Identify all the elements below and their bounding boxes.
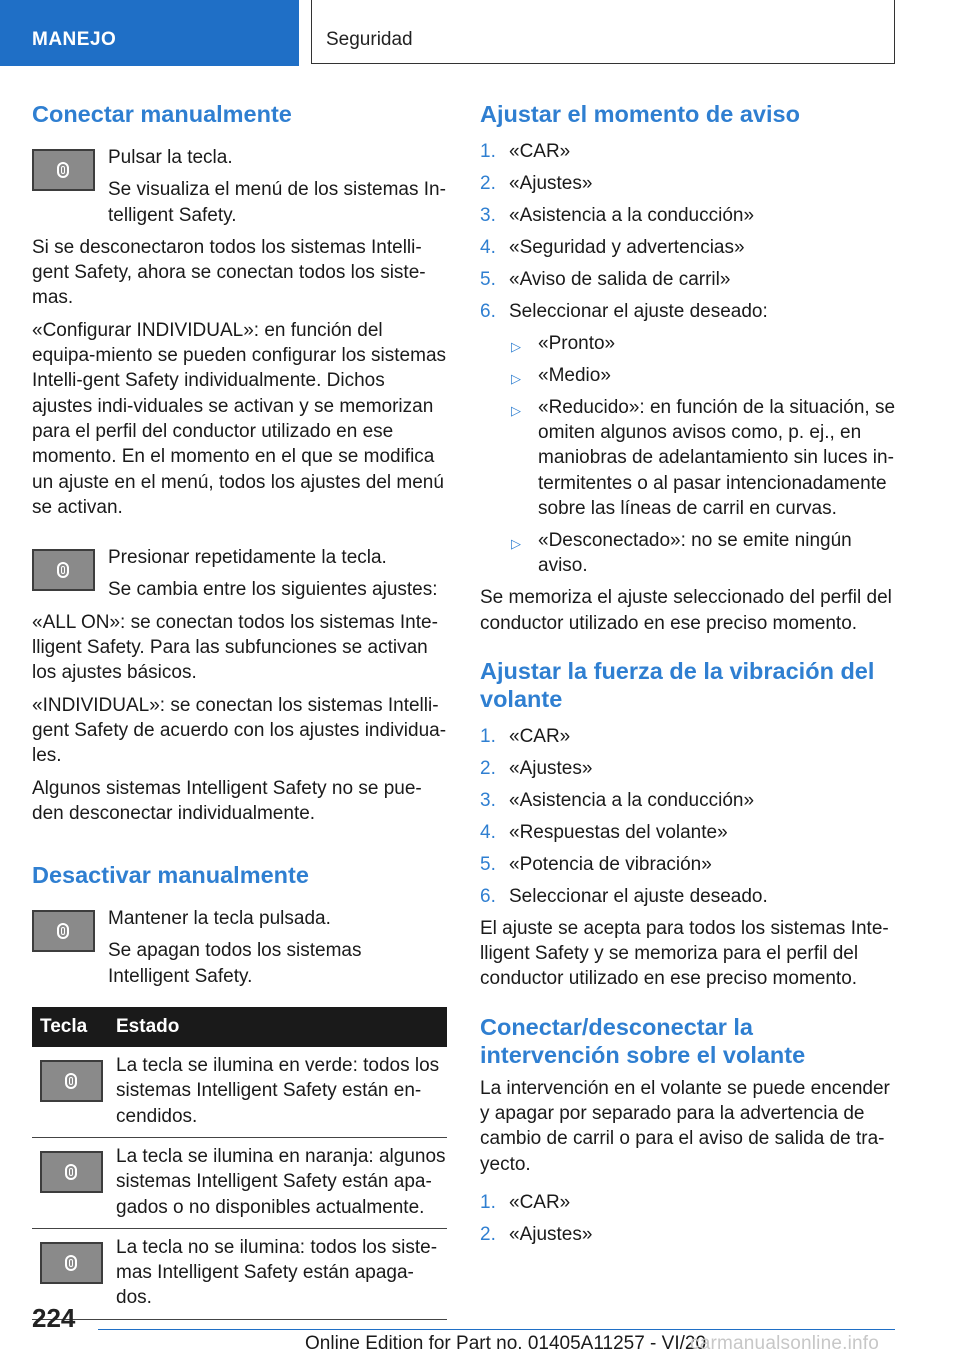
- triangle-bullet-icon: ▷: [511, 402, 521, 418]
- triangle-bullet-icon: ▷: [511, 370, 521, 386]
- page-number: 224: [32, 1303, 76, 1333]
- hold-text: Mantener la tecla pulsada.: [108, 908, 331, 930]
- vibration-steps-list: [480, 724, 896, 909]
- table-key-cell: [32, 1137, 108, 1228]
- footer-edition: Online Edition for Part no. 01405A11257 - VI/20: [305, 1333, 707, 1354]
- intervention-paragraph: La intervención en el volante se puede encender y apagar por separado para la advertencia de cambio de carril o para el aviso de salida de tra-yecto.: [480, 1077, 890, 1175]
- table-row: [32, 1228, 447, 1319]
- list-item: ▷ «Medio»: [480, 363, 896, 388]
- list-item: 6. Seleccionar el ajuste deseado.: [480, 885, 768, 907]
- table-state-cell: La tecla no se ilumina: todos los siste-mas Intelligent Safety están apaga-dos.: [108, 1228, 447, 1319]
- list-item: 4. «Respuestas del volante»: [480, 821, 728, 843]
- timing-steps-list: [480, 139, 896, 324]
- heading-warning-timing: Ajustar el momento de aviso: [480, 101, 800, 127]
- list-item: 2. «Ajustes»: [480, 1223, 593, 1245]
- left-column: [32, 100, 447, 1320]
- connect-shown-text: Se visualiza el menú de los sistemas In-telligent Safety.: [108, 179, 446, 226]
- intelligent-safety-key-icon: [32, 549, 95, 591]
- list-item: 1. «CAR»: [480, 141, 571, 162]
- intervention-steps-list: [480, 1190, 896, 1247]
- list-item: 3. «Asistencia a la conducción»: [480, 789, 755, 811]
- key-unlit-icon: [40, 1242, 103, 1284]
- timing-options-list: [480, 331, 896, 579]
- table-row: [32, 1047, 447, 1137]
- connect-key-block: [32, 145, 447, 228]
- list-item: 6. Seleccionar el ajuste deseado:: [480, 300, 768, 322]
- table-header-state: Estado: [108, 1007, 447, 1047]
- table-row: [32, 1137, 447, 1228]
- key-state-table: [32, 1007, 447, 1320]
- list-item: 1. «CAR»: [480, 725, 571, 747]
- heading-disconnect-manually: Desactivar manualmente: [32, 862, 309, 889]
- heading-steering-intervention: Conectar/desconectar la intervención sobre el volante: [480, 1013, 806, 1068]
- heading-vibration: Ajustar la fuerza de la vibración del volante: [480, 657, 875, 712]
- timing-note: Se memoriza el ajuste seleccionado del perfil del conductor utilizado en ese preciso momento.: [480, 587, 892, 634]
- table-header-key: Tecla: [32, 1007, 108, 1047]
- list-item: 1. «CAR»: [480, 1191, 571, 1213]
- table-state-cell: La tecla se ilumina en naranja: algunos sistemas Intelligent Safety están apa-gados o no disponibles actualmente.: [108, 1137, 447, 1228]
- list-item: ▷ «Reducido»: en función de la situación, se omiten algunos avisos como, p. ej., en maniobras de adelantamiento sin luces in-termitentes o al pasar intencionadamente sobre las líneas de carril en curvas.: [511, 396, 896, 520]
- key-green-icon: [40, 1060, 103, 1102]
- intelligent-safety-key-icon: [32, 910, 95, 952]
- header-chapter-tab: [311, 0, 895, 64]
- intelligent-safety-key-icon: [32, 149, 95, 191]
- connect-press-text: Pulsar la tecla.: [108, 147, 233, 168]
- right-column: [480, 100, 896, 1254]
- section-title: MANEJO: [32, 29, 117, 50]
- connect-paragraph-1: Si se desconectaron todos los sistemas Intelli-gent Safety, ahora se conectan todos los siste-mas.: [32, 236, 426, 309]
- header-section-tab: [0, 0, 299, 66]
- connect-paragraph-2: «Configurar INDIVIDUAL»: en función del equipa-miento se pueden configurar los sistemas Intelli-gent Safety individualmente. Dichos ajustes indi-viduales se activan y se memorizan para el perfil del conductor utilizado en ese momento. En el momento en el que se modifica un ajuste en el menú, todos los ajustes del menú se activan.: [32, 319, 447, 518]
- table-header-row: [32, 1007, 447, 1047]
- individual-paragraph: «INDIVIDUAL»: se conectan los sistemas Intelli-gent Safety de acuerdo con los ajustes individua-les.: [32, 694, 447, 767]
- repeat-switch-text: Se cambia entre los siguientes ajustes:: [108, 579, 438, 601]
- vibration-note: El ajuste se acepta para todos los sistemas Inte-lligent Safety y se memoriza para el perfil del conductor utilizado en ese preciso momento.: [480, 917, 889, 990]
- footer-divider: [98, 1329, 895, 1330]
- list-item: ▷ «Pronto»: [480, 331, 896, 356]
- repeat-press-text: Presionar repetidamente la tecla.: [108, 547, 387, 569]
- hold-key-block: [32, 906, 447, 989]
- list-item: 3. «Asistencia a la conducción»: [480, 204, 755, 226]
- repeat-key-block: [32, 545, 447, 603]
- heading-connect-manually: Conectar manualmente: [32, 101, 292, 127]
- list-item: 4. «Seguridad y advertencias»: [480, 236, 745, 258]
- table-key-cell: [32, 1047, 108, 1137]
- chapter-title: Seguridad: [326, 29, 413, 50]
- key-orange-icon: [40, 1151, 103, 1193]
- off-text: Se apagan todos los sistemas Intelligent Safety.: [108, 940, 362, 987]
- watermark: carmanualsonline.info: [690, 1333, 880, 1354]
- list-item: 2. «Ajustes»: [480, 757, 593, 779]
- list-item: 5. «Aviso de salida de carril»: [480, 268, 731, 290]
- some-systems-paragraph: Algunos sistemas Intelligent Safety no se pue-den desconectar individualmente.: [32, 777, 422, 824]
- list-item: ▷ «Desconectado»: no se emite ningún aviso.: [511, 530, 852, 577]
- list-item: 5. «Potencia de vibración»: [480, 853, 712, 875]
- triangle-bullet-icon: ▷: [511, 338, 521, 354]
- table-state-cell: La tecla se ilumina en verde: todos los sistemas Intelligent Safety están en-cendidos.: [108, 1047, 447, 1137]
- list-item: 2. «Ajustes»: [480, 172, 593, 194]
- triangle-bullet-icon: ▷: [511, 536, 521, 552]
- all-on-paragraph: «ALL ON»: se conectan todos los sistemas Inte-lligent Safety. Para las subfunciones se activan los ajustes básicos.: [32, 611, 438, 684]
